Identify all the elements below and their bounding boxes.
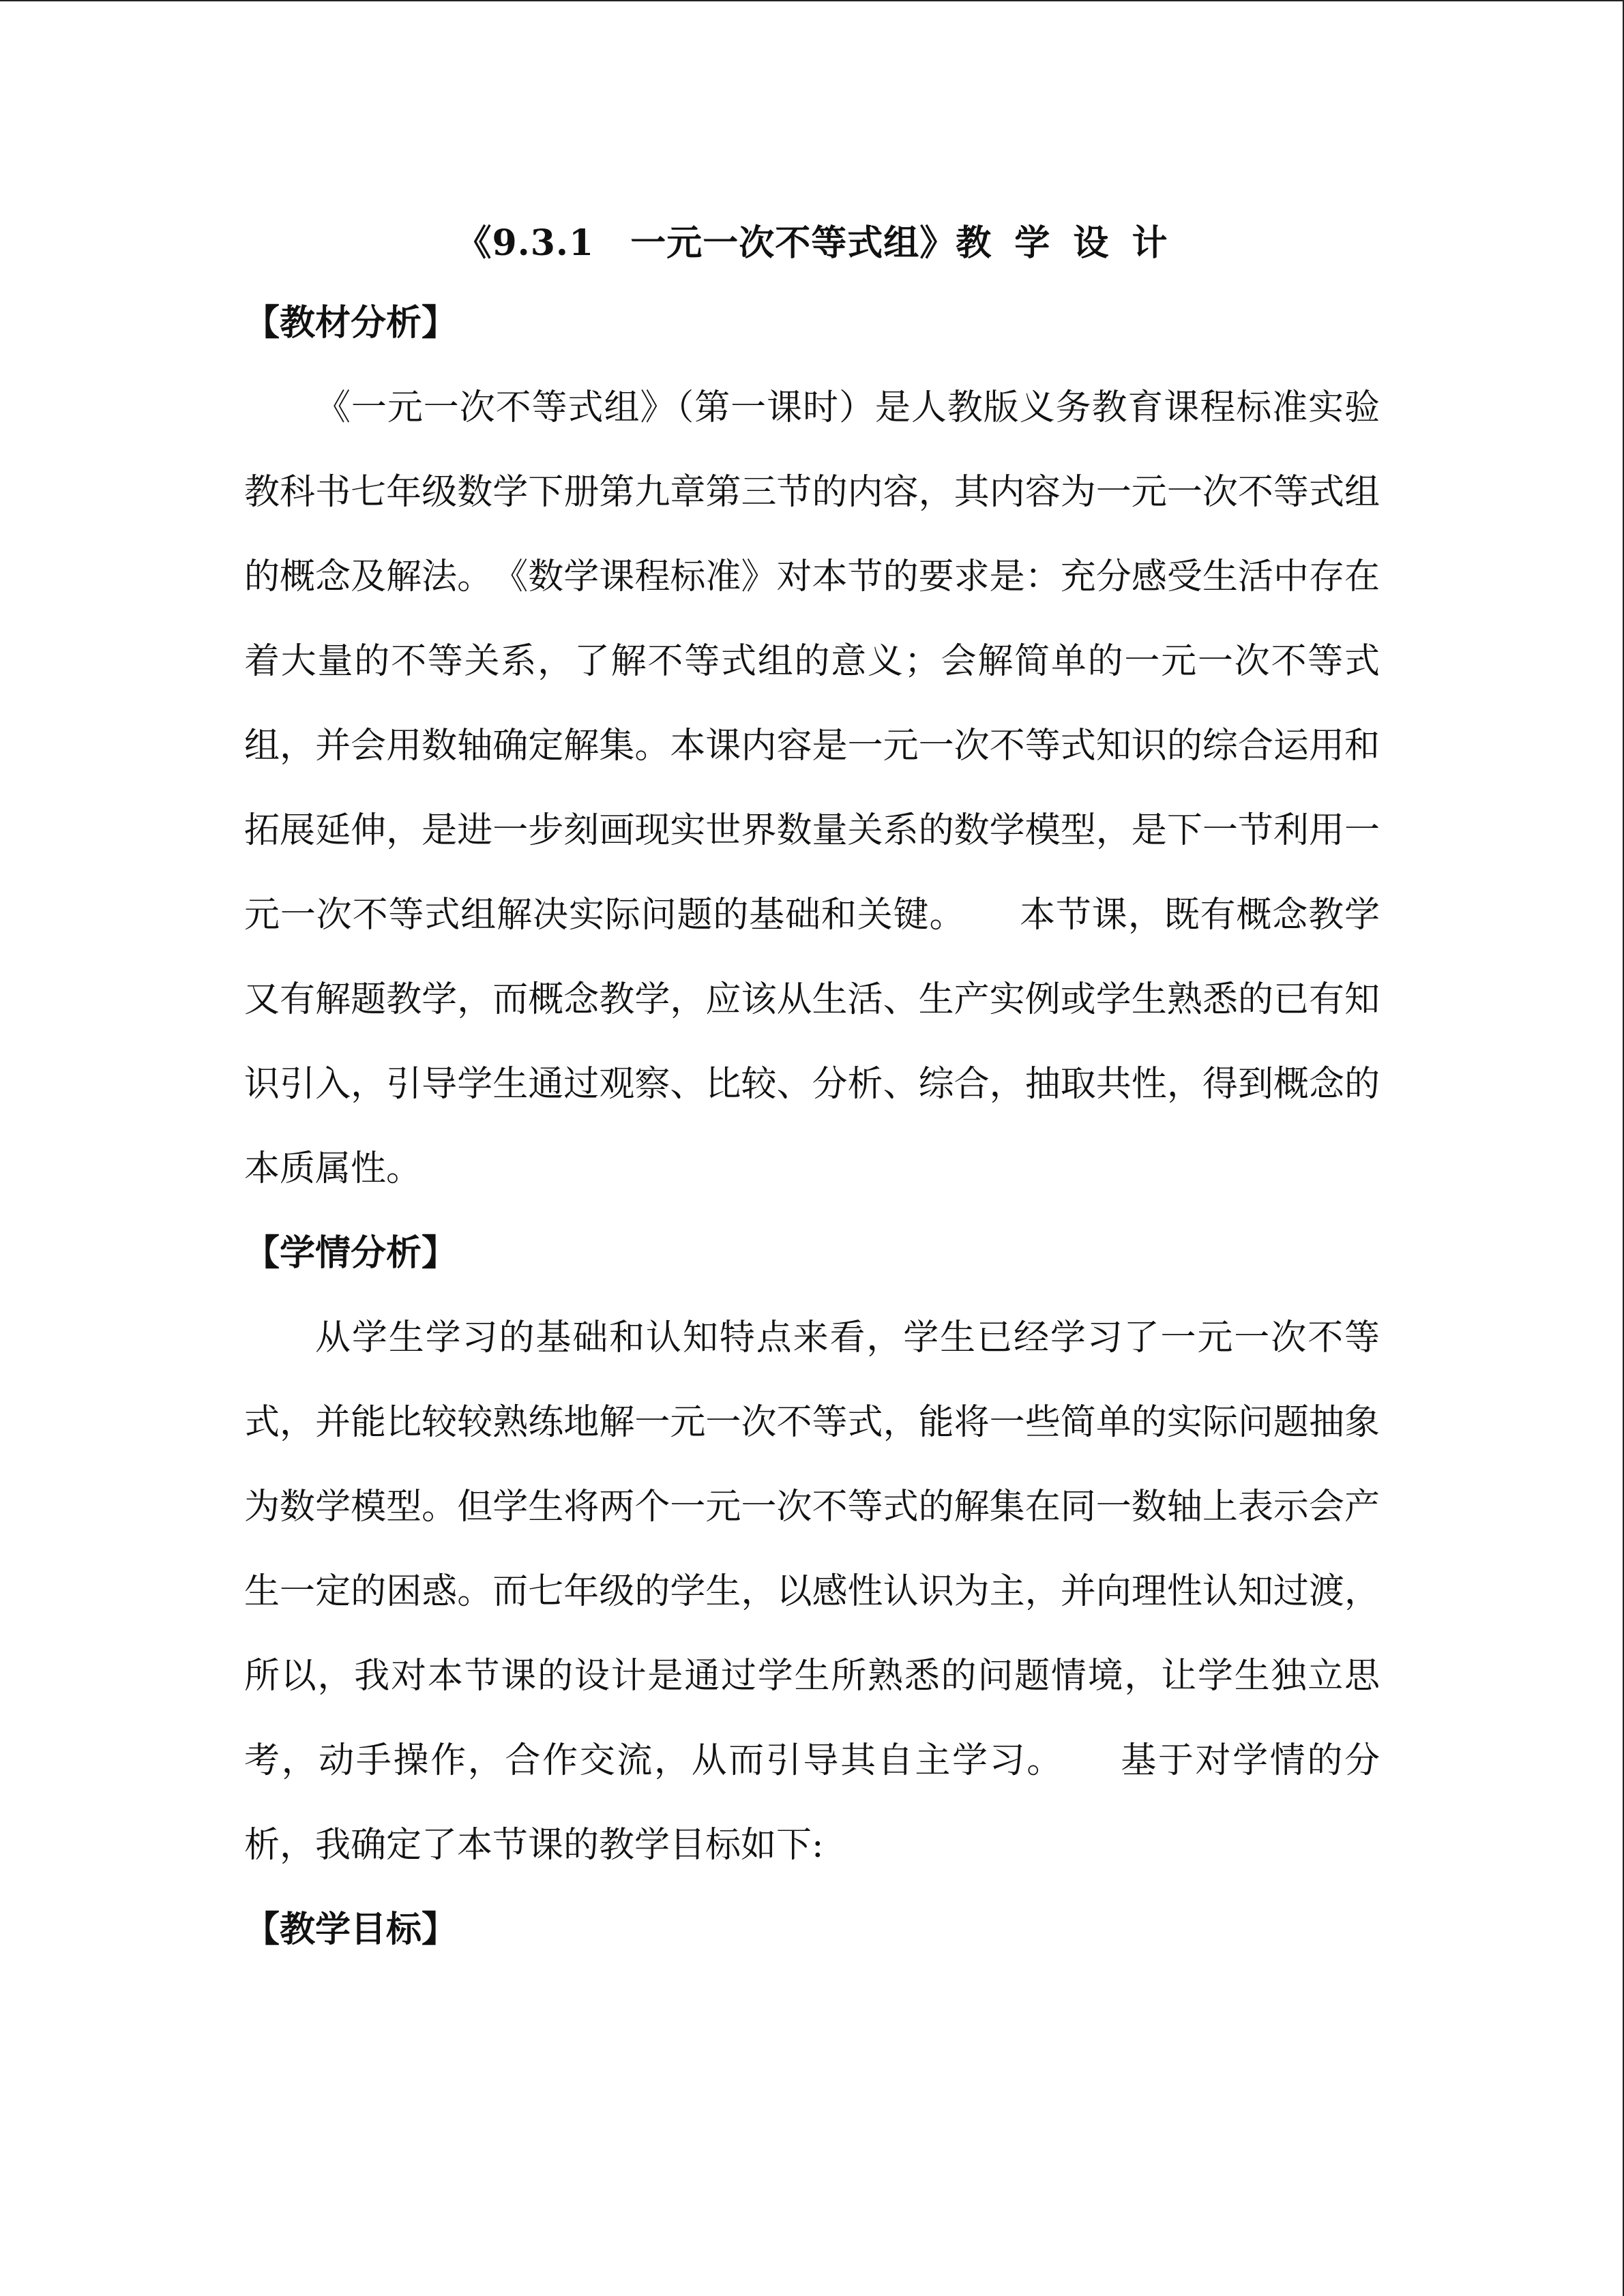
section-body-textbook-analysis: 《一元一次不等式组》（第一课时）是人教版义务教育课程标准实验教科书七年级数学下册第九章第三节的内容，其内容为一元一次不等式组的概念及解法。 《数学课程标准》对本节的要求是：充分感受生活中存在着大量的不等关系，了解不等式组的意义；会解简单的一元一次不等式组，并会用数轴确定解集。本课内容是一元一次不等式知识的综合运用和拓展延伸，是进一步刻画现实世界数量关系的数学模型，是下一节利用一元一次不等式组解决实际问题的基础和关键。 本节课，既有概念教学又有解题教学，而概念教学，应该从生活、生产实例或学生熟悉的已有知识引入，引导学生通过观察、比较、分析、综合，抽取共性，得到概念的本质属性。 (244, 387, 1380, 1189)
document-title: 《9.3.1 一元一次不等式组》教 学 设 计 (456, 222, 1168, 264)
section-heading-student-analysis: 【学情分析】 (244, 1232, 458, 1274)
section-body-student-analysis: 从学生学习的基础和认知特点来看，学生已经学习了一元一次不等式，并能比较较熟练地解一元一次不等式，能将一些简单的实际问题抽象为数学模型。但学生将两个一元一次不等式的解集在同一数轴上表示会产生一定的困惑。而七年级的学生，以感性认识为主，并向理性认知过渡，所以，我对本节课的设计是通过学生所熟悉的问题情境，让学生独立思考，动手操作，合作交流，从而引导其自主学习。 基于对学情的分析，我确定了本节课的教学目标如下: (244, 1317, 1380, 1866)
section-heading-textbook-analysis: 【教材分析】 (244, 302, 458, 344)
document-content (244, 206, 1380, 1972)
section-heading-teaching-goals: 【教学目标】 (244, 1909, 458, 1950)
